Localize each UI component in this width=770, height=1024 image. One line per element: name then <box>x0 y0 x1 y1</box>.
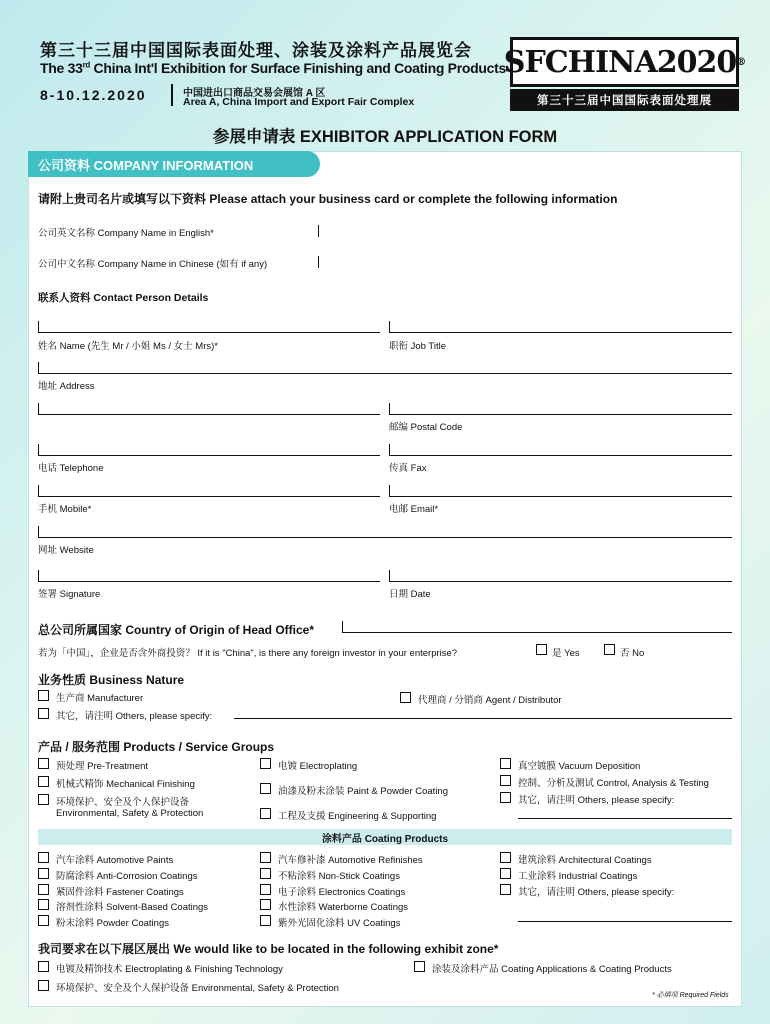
business-heading: 业务性质 Business Nature <box>38 673 185 687</box>
no-label: 否 No <box>620 648 645 659</box>
telephone-field[interactable] <box>38 444 380 456</box>
products-others-field[interactable] <box>518 818 732 819</box>
mobile-field[interactable] <box>38 485 380 497</box>
zone-electroplating-label: 电镀及精饰技术 Electroplating & Finishing Technology <box>56 964 283 975</box>
products-heading: 产品 / 服务范围 Products / Service Groups <box>38 740 275 754</box>
yes-checkbox[interactable] <box>536 644 547 655</box>
zone-coating-checkbox[interactable] <box>414 961 425 972</box>
company-info-tab: 公司资料 COMPANY INFORMATION <box>28 151 320 177</box>
environmental-checkbox[interactable] <box>38 794 49 805</box>
paint-powder-label: 油漆及粉末涂装 Paint & Powder Coating <box>278 786 449 797</box>
electroplating-label: 电镀 Electroplating <box>278 761 358 772</box>
waterborne-checkbox[interactable] <box>260 899 271 910</box>
name-label: 姓名 Name (先生 Mr / 小姐 Ms / 女士 Mrs)* <box>38 341 218 352</box>
control-analysis-label: 控制、分析及测试 Control, Analysis & Testing <box>518 778 709 789</box>
contact-heading: 联系人资料 Contact Person Details <box>38 292 209 304</box>
vacuum-deposition-label: 真空镀膜 Vacuum Deposition <box>518 761 641 772</box>
signature-field[interactable] <box>38 570 380 582</box>
anti-corrosion-label: 防腐涂料 Anti-Corrosion Coatings <box>56 871 198 882</box>
anti-corrosion-checkbox[interactable] <box>38 868 49 879</box>
vacuum-deposition-checkbox[interactable] <box>500 758 511 769</box>
solvent-based-checkbox[interactable] <box>38 899 49 910</box>
fax-label: 传真 Fax <box>389 463 427 474</box>
zone-environmental-checkbox[interactable] <box>38 980 49 991</box>
pretreatment-label: 预处理 Pre-Treatment <box>56 761 149 772</box>
date-label: 日期 Date <box>389 589 431 600</box>
business-others-field[interactable] <box>234 707 732 719</box>
address-line2-field[interactable] <box>38 403 380 415</box>
postal-code-field[interactable] <box>389 403 732 415</box>
manufacturer-checkbox[interactable] <box>38 690 49 701</box>
industrial-checkbox[interactable] <box>500 868 511 879</box>
powder-coatings-checkbox[interactable] <box>38 915 49 926</box>
website-label: 网址 Website <box>38 545 94 556</box>
engineering-label: 工程及支援 Engineering & Supporting <box>278 811 437 822</box>
pretreatment-checkbox[interactable] <box>38 758 49 769</box>
automotive-paints-label: 汽车涂料 Automotive Paints <box>56 855 174 866</box>
zone-environmental-label: 环境保护、安全及个人保护设备 Environmental, Safety & Protection <box>56 983 339 994</box>
name-field[interactable] <box>38 321 380 333</box>
postal-code-label: 邮编 Postal Code <box>389 422 463 433</box>
solvent-based-label: 溶剂性涂料 Solvent-Based Coatings <box>56 902 209 913</box>
control-analysis-checkbox[interactable] <box>500 775 511 786</box>
fastener-label: 紧固件涂料 Fastener Coatings <box>56 887 184 898</box>
email-label: 电邮 Email* <box>389 504 439 515</box>
automotive-refinishes-label: 汽车修补漆 Automotive Refinishes <box>278 855 423 866</box>
logo-subtitle: 第三十三届中国国际表面处理展 <box>510 89 739 111</box>
powder-coatings-label: 粉末涂料 Powder Coatings <box>56 918 169 929</box>
business-others-checkbox[interactable] <box>38 708 49 719</box>
required-fields-note: * 必填项 Required Fields <box>652 992 729 999</box>
electroplating-checkbox[interactable] <box>260 758 271 769</box>
zone-coating-label: 涂装及涂料产品 Coating Applications & Coating Products <box>432 964 672 975</box>
job-title-label: 职衔 Job Title <box>389 341 447 352</box>
company-en-label: 公司英文名称 Company Name in English* <box>38 228 214 239</box>
industrial-label: 工业涂料 Industrial Coatings <box>518 871 638 882</box>
country-heading: 总公司所属国家 Country of Origin of Head Office* <box>38 623 315 637</box>
non-stick-checkbox[interactable] <box>260 868 271 879</box>
non-stick-label: 不粘涂料 Non-Stick Coatings <box>278 871 400 882</box>
products-others-checkbox[interactable] <box>500 792 511 803</box>
event-title-cn: 第三十三届中国国际表面处理、涂装及涂料产品展览会 <box>40 41 472 60</box>
agent-checkbox[interactable] <box>400 692 411 703</box>
mechanical-finishing-checkbox[interactable] <box>38 776 49 787</box>
fax-field[interactable] <box>389 444 732 456</box>
foreign-investor-question: 若为「中国」，企业是否含外商投资？ If it is "China", is there any foreign investor in your enterprise? <box>38 648 458 659</box>
zone-electroplating-checkbox[interactable] <box>38 961 49 972</box>
no-checkbox[interactable] <box>604 644 615 655</box>
mechanical-finishing-label: 机械式精饰 Mechanical Finishing <box>56 779 195 790</box>
form-title: 参展申请表 EXHIBITOR APPLICATION FORM <box>212 128 558 146</box>
company-cn-label: 公司中文名称 Company Name in Chinese (如有 if any) <box>38 259 268 270</box>
automotive-refinishes-checkbox[interactable] <box>260 852 271 863</box>
environmental-label-cn: 环境保护、安全及个人保护设备 <box>56 797 190 808</box>
coating-products-bar: 涂料产品 Coating Products <box>38 829 732 845</box>
zone-heading: 我司要求在以下展区展出 We would like to be located in the following exhibit zone* <box>38 942 499 956</box>
yes-label: 是 Yes <box>552 648 580 659</box>
website-field[interactable] <box>38 526 732 538</box>
waterborne-label: 水性涂料 Waterborne Coatings <box>278 902 409 913</box>
paint-powder-checkbox[interactable] <box>260 783 271 794</box>
products-others-label: 其它，请注明 Others, please specify: <box>518 795 675 806</box>
agent-label: 代理商 / 分销商 Agent / Distributor <box>418 695 562 706</box>
event-dates: 8-10.12.2020 <box>40 87 147 103</box>
architectural-label: 建筑涂料 Architectural Coatings <box>518 855 652 866</box>
manufacturer-label: 生产商 Manufacturer <box>56 693 144 704</box>
uv-coatings-label: 紫外光固化涂料 UV Coatings <box>278 918 401 929</box>
address-label: 地址 Address <box>38 381 95 392</box>
telephone-label: 电话 Telephone <box>38 463 104 474</box>
mobile-label: 手机 Mobile* <box>38 504 92 515</box>
business-others-label: 其它，请注明 Others, please specify: <box>56 711 213 722</box>
attach-instruction: 请附上贵司名片或填写以下资料 Please attach your business card or complete the following information <box>38 192 618 206</box>
address-field[interactable] <box>38 362 732 374</box>
architectural-checkbox[interactable] <box>500 852 511 863</box>
date-field[interactable] <box>389 570 732 582</box>
electronics-coatings-label: 电子涂料 Electronics Coatings <box>278 887 406 898</box>
fastener-checkbox[interactable] <box>38 884 49 895</box>
coatings-others-field[interactable] <box>518 921 732 922</box>
event-title-en: The 33rd China Int'l Exhibition for Surface Finishing and Coating Products <box>40 60 506 76</box>
country-field[interactable] <box>342 621 732 633</box>
sfchina-logo: SFCHINA2020 ® <box>510 37 739 87</box>
signature-label: 签署 Signature <box>38 589 101 600</box>
company-cn-field[interactable] <box>318 256 732 268</box>
environmental-label-en: Environmental, Safety & Protection <box>56 808 204 819</box>
coatings-others-checkbox[interactable] <box>500 884 511 895</box>
uv-coatings-checkbox[interactable] <box>260 915 271 926</box>
venue-cn: 中国进出口商品交易会展馆 A 区 <box>183 88 326 99</box>
email-field[interactable] <box>389 485 732 497</box>
header-divider <box>171 84 173 106</box>
engineering-checkbox[interactable] <box>260 808 271 819</box>
coatings-others-label: 其它，请注明 Others, please specify: <box>518 887 675 898</box>
automotive-paints-checkbox[interactable] <box>38 852 49 863</box>
electronics-coatings-checkbox[interactable] <box>260 884 271 895</box>
job-title-field[interactable] <box>389 321 732 333</box>
company-en-field[interactable] <box>318 225 732 237</box>
venue-en: Area A, China Import and Export Fair Complex <box>183 96 415 108</box>
